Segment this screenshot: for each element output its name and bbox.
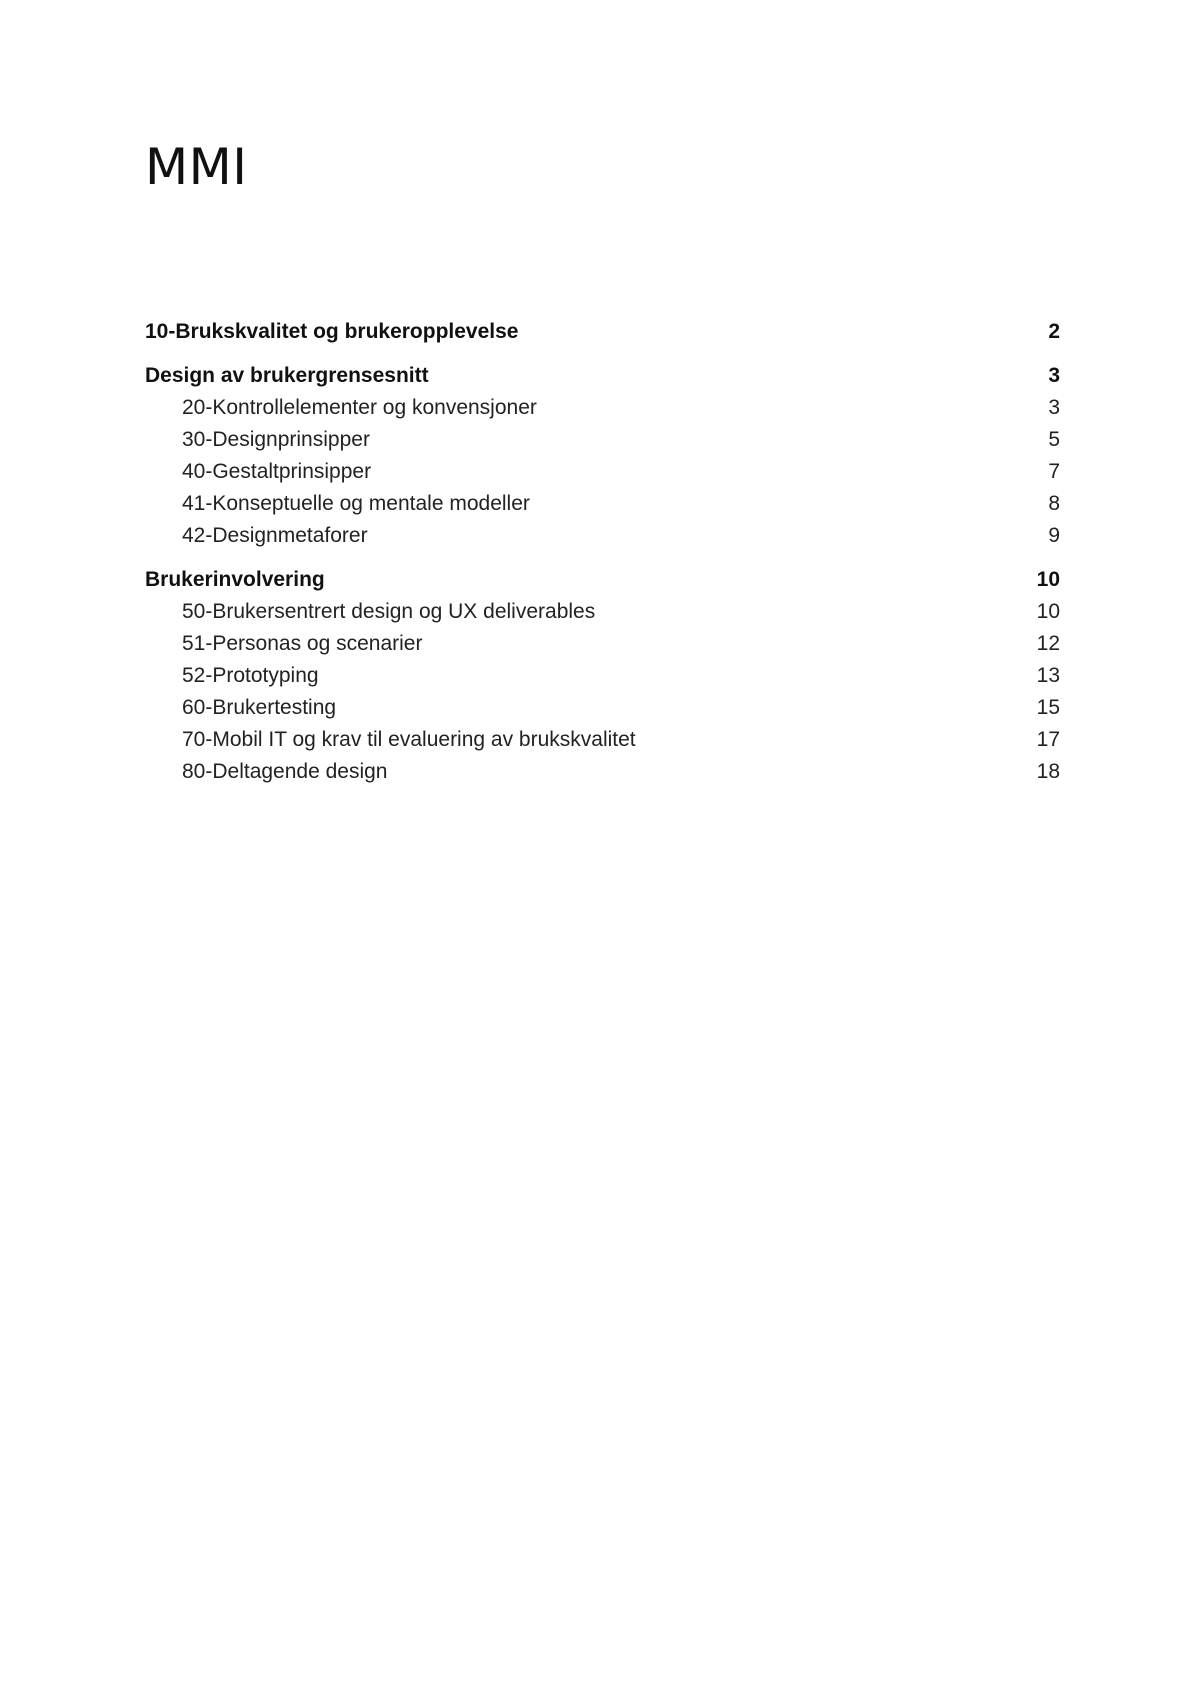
toc-entry-heading[interactable] bbox=[145, 316, 1060, 348]
toc-section bbox=[145, 360, 1060, 552]
toc-entry-label: 20-Kontrollelementer og konvensjoner bbox=[182, 396, 537, 419]
toc-entry-page-number: 2 bbox=[1048, 320, 1060, 343]
toc-entry-label: Design av brukergrensesnitt bbox=[145, 364, 429, 387]
toc-entry-page-number: 10 bbox=[1036, 568, 1060, 591]
toc-entry-page-number: 10 bbox=[1036, 600, 1060, 623]
toc-entry[interactable] bbox=[145, 456, 1060, 488]
toc-entry-label: 52-Prototyping bbox=[182, 664, 319, 687]
toc-entry-page-number: 5 bbox=[1048, 428, 1060, 451]
toc-entry[interactable] bbox=[145, 628, 1060, 660]
toc-entry[interactable] bbox=[145, 488, 1060, 520]
toc-entry-label: 70-Mobil IT og krav til evaluering av brukskvalitet bbox=[182, 728, 636, 751]
toc-entry-label: 80-Deltagende design bbox=[182, 760, 388, 783]
toc-entry-page-number: 7 bbox=[1048, 460, 1060, 483]
toc-entry-label: 40-Gestaltprinsipper bbox=[182, 460, 372, 483]
toc-entry[interactable] bbox=[145, 596, 1060, 628]
toc-entry-page-number: 17 bbox=[1036, 728, 1060, 751]
toc-entry[interactable] bbox=[145, 520, 1060, 552]
toc-entry-page-number: 13 bbox=[1036, 664, 1060, 687]
toc-entry-page-number: 3 bbox=[1048, 396, 1060, 419]
toc-entry-label: 60-Brukertesting bbox=[182, 696, 337, 719]
toc-section bbox=[145, 564, 1060, 788]
toc-entry-heading[interactable] bbox=[145, 360, 1060, 392]
toc-entry-page-number: 12 bbox=[1036, 632, 1060, 655]
toc-entry-label: 51-Personas og scenarier bbox=[182, 632, 423, 655]
toc-entry-page-number: 9 bbox=[1048, 524, 1060, 547]
toc-entry-label: 41-Konseptuelle og mentale modeller bbox=[182, 492, 530, 515]
toc-entry[interactable] bbox=[145, 424, 1060, 456]
toc-entry[interactable] bbox=[145, 756, 1060, 788]
document-title: MMI bbox=[145, 138, 248, 196]
toc-entry-label: Brukerinvolvering bbox=[145, 568, 325, 591]
toc-entry[interactable] bbox=[145, 660, 1060, 692]
toc-entry-label: 42-Designmetaforer bbox=[182, 524, 368, 547]
toc-entry-page-number: 8 bbox=[1048, 492, 1060, 515]
toc-entry[interactable] bbox=[145, 692, 1060, 724]
toc-section bbox=[145, 316, 1060, 348]
toc-entry[interactable] bbox=[145, 724, 1060, 756]
toc-entry-heading[interactable] bbox=[145, 564, 1060, 596]
toc-entry-label: 10-Brukskvalitet og brukeropplevelse bbox=[145, 320, 519, 343]
toc-entry-page-number: 18 bbox=[1036, 760, 1060, 783]
toc-entry-label: 50-Brukersentrert design og UX deliverables bbox=[182, 600, 596, 623]
toc-entry-label: 30-Designprinsipper bbox=[182, 428, 370, 451]
toc-entry-page-number: 3 bbox=[1048, 364, 1060, 387]
toc-entry[interactable] bbox=[145, 392, 1060, 424]
toc-entry-page-number: 15 bbox=[1036, 696, 1060, 719]
table-of-contents bbox=[145, 316, 1060, 800]
